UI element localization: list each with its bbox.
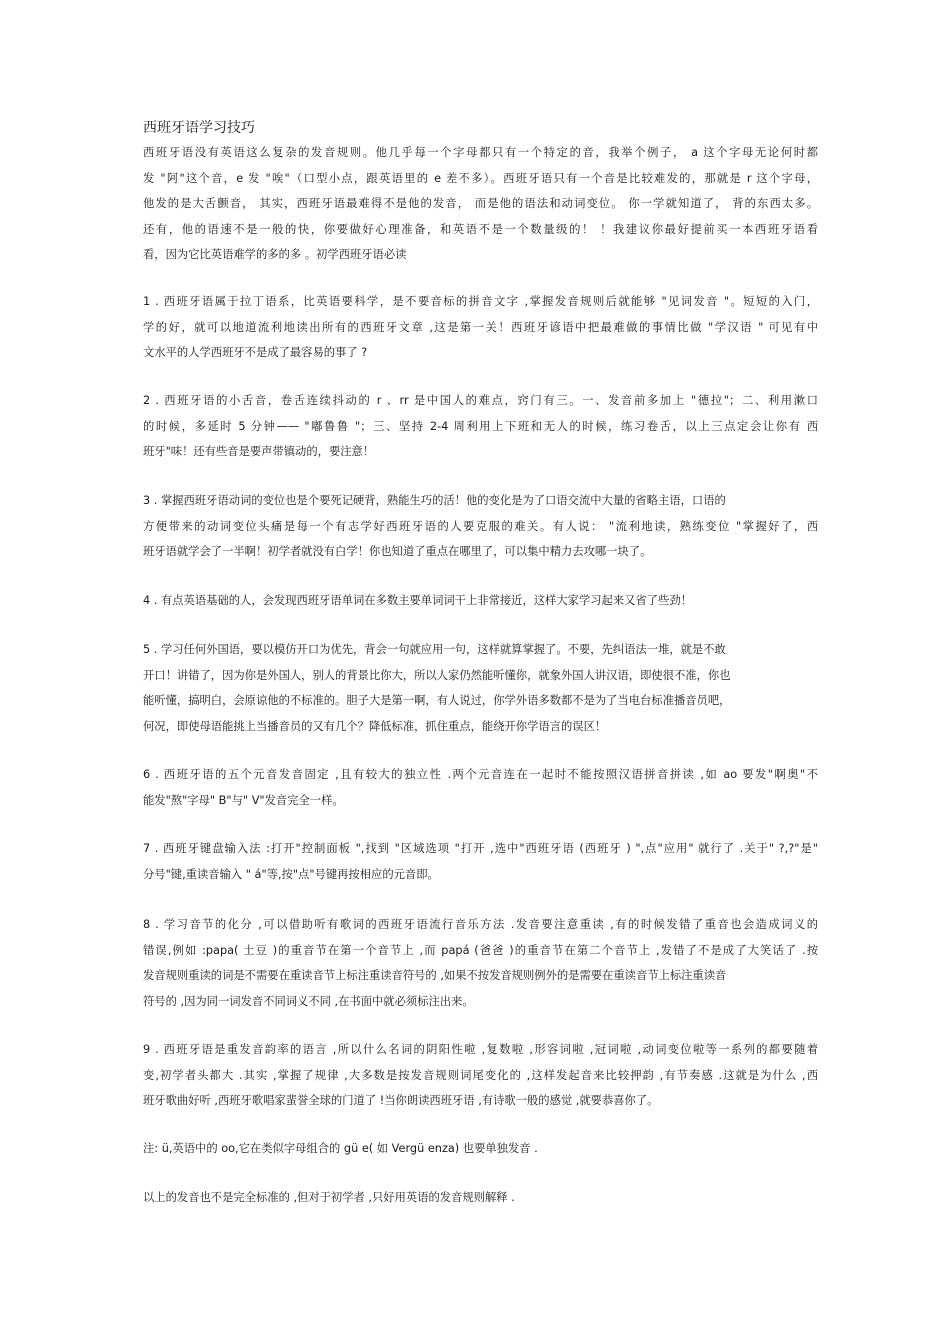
- tip-line: 5 . 学习任何外国语，要以模仿开口为优先，背会一句就应用一句，这样就算掌握了。不要，先纠语法一堆，就是不敢: [143, 643, 726, 656]
- intro-line: 发 "阿"这个音，e 发 "唉"（口型小点，跟英语里的 e 差不多）。西班牙语只有一个音是比较难发的，那就是 r 这个字母，: [143, 171, 818, 185]
- tip-line: 4 . 有点英语基础的人，会发现西班牙语单词在多数主要单词词干上非常接近，这样大家学习起来又省了些劲！: [143, 594, 692, 607]
- tip-line: 开口！讲错了，因为你是外国人，别人的背景比你大，所以人家仍然能听懂你，就象外国人讲汉语，即使很不准，你也: [143, 668, 731, 682]
- tip-line: 文水平的人学西班牙不是成了最容易的事了 ?: [143, 346, 368, 359]
- tip-line: 3 . 掌握西班牙语动词的变位也是个要死记硬背，熟能生巧的活！他的变化是为了口语交流中大量的省略主语，口语的: [143, 494, 726, 507]
- tip-line: 何况，即使母语能挑上当播音员的又有几个？降低标准，抓住重点，能绕开你学语言的误区！: [143, 719, 607, 733]
- tip-line: 9 . 西班牙语是重发音韵率的语言 ,所以什么名词的阴阳性啦 ,复数啦 ,形容词啦 ,冠词啦 ,动词变位啦等一系列的都要随着: [143, 1043, 818, 1056]
- tip-line: 错误,例如 :papa( 土豆 )的重音节在第一个音节上 ,而 papá (爸爸 )的重音节在第二个音节上 ,发错了不是成了大笑话了 .按: [143, 943, 818, 957]
- tip-item-8: [143, 912, 818, 1014]
- note-line: 注: ü,英语中的 oo,它在类似字母组合的 gü e( 如 Vergü enza) 也要单独发音 .: [143, 1142, 538, 1155]
- tip-item-3: [143, 488, 818, 565]
- tip-line: 班牙歌曲好听 ,西班牙歌唱家蜚誉全球的门道了 !当你朗读西班牙语 ,有诗歌一般的感觉 ,就要恭喜你了。: [143, 1094, 659, 1107]
- tip-line: 7 . 西班牙键盘输入法 :打开"控制面板 ",找到 "区域选项 "打开 ,选中"西班牙语 (西班牙 ) ",点"应用" 就行了 .关于" ?,?"是": [143, 842, 818, 855]
- intro-line: 西班牙语没有英语这么复杂的发音规则。他几乎每一个字母都只有一个特定的音，我举个例子， a 这个字母无论何时都: [143, 146, 818, 159]
- tip-item-9: [143, 1037, 818, 1114]
- tip-line: 班牙语就学会了一半啊！初学者就没有白学！你也知道了重点在哪里了，可以集中精力去攻哪一块了。: [143, 545, 652, 558]
- tip-item-1: [143, 289, 818, 366]
- tip-item-4: [143, 588, 818, 614]
- tip-line: 8 . 学习音节的化分 ,可以借助听有歌词的西班牙语流行音乐方法 .发音要注意重读 ,有的时候发错了重音也会造成词义的: [143, 918, 818, 931]
- intro-line: 还有，他的语速不是一般的快，你要做好心理准备，和英语不是一个数量级的！ ！我建议你最好提前买一本西班牙语看: [143, 222, 818, 236]
- tip-item-2: [143, 388, 818, 465]
- tip-line: 能听懂，搞明白，会原谅他的不标准的。胆子大是第一啊，有人说过，你学外语多数都不是为了当电台标准播音员吧，: [143, 694, 731, 707]
- closing-paragraph: [143, 1185, 818, 1211]
- tip-line: 方便带来的动词变位头痛是每一个有志学好西班牙语的人要克服的难关。有人说： "流利地读，熟练变位 "掌握好了，西: [143, 519, 818, 533]
- tip-line: 分号"键,重读音输入 " á"等,按"点"号键再按相应的元音即。: [143, 867, 439, 881]
- tip-line: 发音规则重读的词是不需要在重读音节上标注重读音符号的 ,如果不按发音规则例外的是需要在重读音节上标注重读音: [143, 969, 727, 982]
- tip-line: 6 . 西班牙语的五个元音发音固定 ,且有较大的独立性 .两个元音连在一起时不能按照汉语拼音拼读 ,如 ao 要发"啊奥"不: [143, 768, 818, 781]
- intro-line: 看，因为它比英语难学的多的多 。初学西班牙语必读: [143, 248, 407, 261]
- tip-line: 班牙"味！还有些音是要声带镇动的，要注意！: [143, 445, 375, 458]
- tip-item-6: [143, 762, 818, 813]
- tip-line: 学的好，就可以地道流利地读出所有的西班牙文章 ,这是第一关！西班牙谚语中把最难做的事情比做 "学汉语 " 可见有中: [143, 320, 818, 334]
- tip-line: 2 . 西班牙语的小舌音，卷舌连续抖动的 r 、rr 是中国人的难点，窍门有三。一、发音前多加上 "德拉"；二、利用漱口: [143, 394, 818, 407]
- tip-item-5: [143, 637, 818, 739]
- note-paragraph: [143, 1136, 818, 1162]
- tip-line: 变,初学者头都大 .其实 ,掌握了规律 ,大多数是按发音规则词尾变化的 ,这样发起音来比较押韵 ,有节奏感 .这就是为什么 ,西: [143, 1068, 818, 1082]
- tip-line: 的时候，多延时 5 分钟—— "嘟鲁鲁 "；三、坚持 2-4 周利用上下班和无人的时候，练习卷舌，以上三点定会让你有 西: [143, 419, 818, 433]
- tip-line: 1 . 西班牙语属于拉丁语系，比英语要科学，是不要音标的拼音文字 ,掌握发音规则后就能够 "见词发音 "。短短的入门，: [143, 295, 818, 308]
- page-title: 西班牙语学习技巧: [143, 120, 255, 136]
- intro-paragraph: [143, 140, 818, 268]
- tip-line: 能发"熬"字母" B"与" V"发音完全一样。: [143, 793, 344, 807]
- tip-line: 符号的 ,因为同一词发音不同词义不同 ,在书面中就必须标注出来。: [143, 994, 474, 1008]
- closing-line: 以上的发音也不是完全标准的 ,但对于初学者 ,只好用英语的发音规则解释 .: [143, 1191, 515, 1204]
- intro-line: 他发的是大舌颤音， 其实，西班牙语最难得不是他的发音， 而是他的语法和动词变位。 你一学就知道了， 背的东西太多。: [143, 197, 818, 210]
- tip-item-7: [143, 836, 818, 887]
